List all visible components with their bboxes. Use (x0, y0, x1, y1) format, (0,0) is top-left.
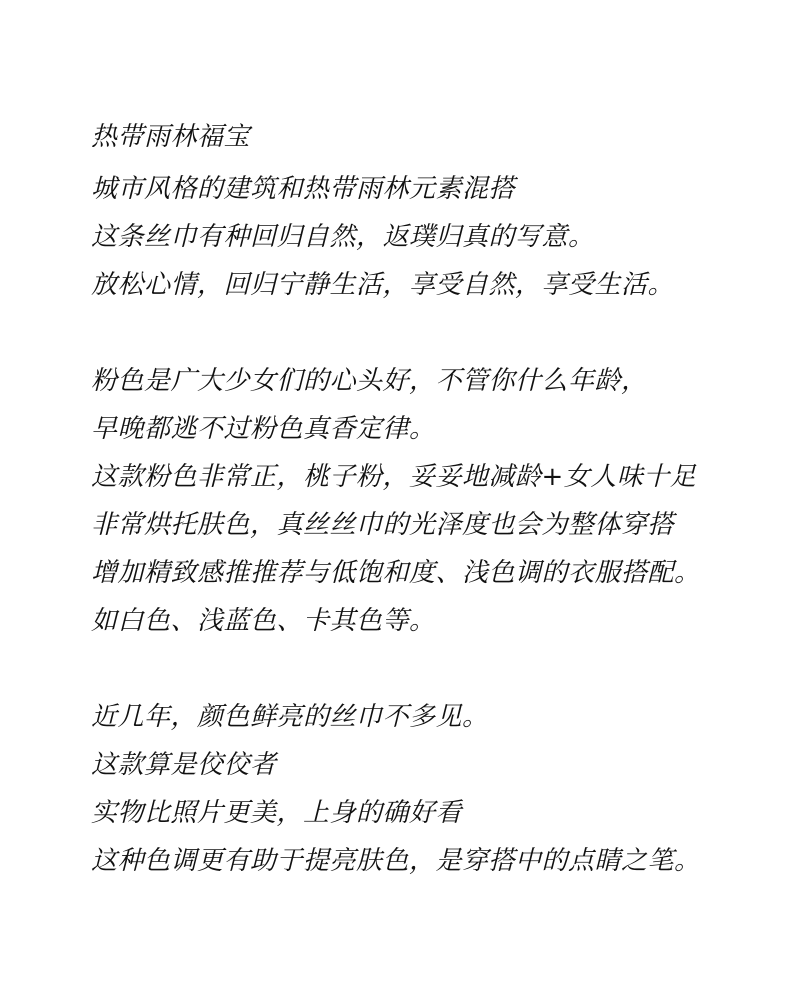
paragraph-3-line-2: 这款算是佼佼者 (91, 750, 277, 780)
paragraph-2-line-4: 非常烘托肤色，真丝丝巾的光泽度也会为整体穿搭 (91, 510, 675, 540)
paragraph-1-line-2: 城市风格的建筑和热带雨林元素混搭 (91, 174, 516, 204)
paragraph-2-line-5: 增加精致感推推荐与低饱和度、浅色调的衣服搭配。 (91, 558, 701, 588)
paragraph-2-line-6: 如白色、浅蓝色、卡其色等。 (91, 606, 436, 636)
paragraph-2-line-2: 早晚都逃不过粉色真香定律。 (91, 414, 436, 444)
paragraph-3-line-1: 近几年，颜色鲜亮的丝巾不多见。 (91, 702, 489, 732)
paragraph-2-line-1: 粉色是广大少女们的心头好，不管你什么年龄， (91, 366, 648, 396)
paragraph-1-line-4: 放松心情，回归宁静生活，享受自然，享受生活。 (91, 270, 675, 300)
paragraph-1-line-1: 热带雨林福宝 (91, 122, 251, 152)
paragraph-1-line-3: 这条丝巾有种回归自然，返璞归真的写意。 (91, 222, 595, 252)
paragraph-3-line-3: 实物比照片更美，上身的确好看 (91, 798, 463, 828)
paragraph-3-line-4: 这种色调更有助于提亮肤色，是穿搭中的点睛之笔。 (91, 846, 701, 876)
paragraph-2-line-3: 这款粉色非常正，桃子粉，妥妥地减龄+女人味十足 (91, 462, 697, 492)
